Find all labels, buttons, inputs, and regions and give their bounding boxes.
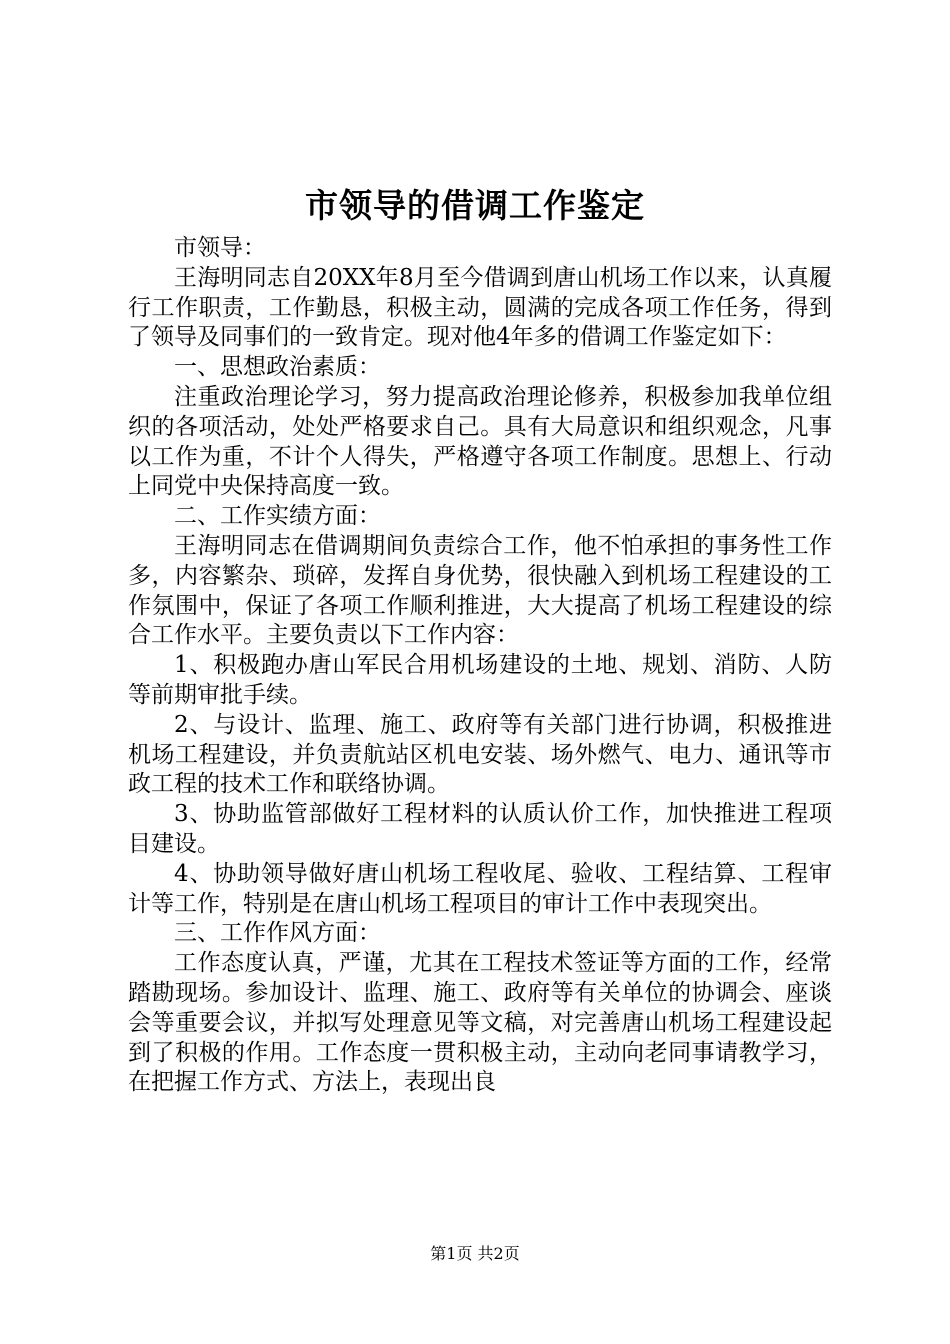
style-paragraph: 工作态度认真，严谨，尤其在工程技术签证等方面的工作，经常踏勘现场。参加设计、监理、施工、政府等有关单位的协调会、座谈会等重要会议，并拟写处理意见等文稿，对完善唐山机场工程建设起到了积极的作用。工作态度一贯积极主动，主动向老同事请教学习，在把握工作方式、方法上，表现出良 [128,950,832,1096]
achievements-paragraph: 王海明同志在借调期间负责综合工作，他不怕承担的事务性工作多，内容繁杂、琐碎，发挥自身优势，很快融入到机场工程建设的工作氛围中，保证了各项工作顺利推进，大大提高了机场工程建设的综合工作水平。主要负责以下工作内容： [128,532,832,649]
section-heading-style: 三、工作作风方面： [174,920,381,947]
document-body [128,234,832,1098]
political-paragraph: 注重政治理论学习，努力提高政治理论修养，积极参加我单位组织的各项活动，处处严格要求自己。具有大局意识和组织观念，凡事以工作为重，不计个人得失，严格遵守各项工作制度。思想上、行动上同党中央保持高度一致。 [128,383,832,500]
section-heading-political: 一、思想政治素质： [174,354,381,381]
section-heading-achievements: 二、工作实绩方面： [174,503,381,530]
achievement-item-3: 3、协助监管部做好工程材料的认质认价工作，加快推进工程项目建设。 [128,801,832,857]
salutation: 市领导： [174,235,266,261]
document-title: 市领导的借调工作鉴定 [305,186,645,225]
intro-paragraph: 王海明同志自20XX年8月至今借调到唐山机场工作以来，认真履行工作职责，工作勤恳，积极主动，圆满的完成各项工作任务，得到了领导及同事们的一致肯定。现对他4年多的借调工作鉴定如下： [128,264,832,351]
achievement-item-1: 1、积极跑办唐山军民合用机场建设的土地、规划、消防、人防等前期审批手续。 [128,652,832,708]
achievement-item-4: 4、协助领导做好唐山机场工程收尾、验收、工程结算、工程审计等工作，特别是在唐山机场工程项目的审计工作中表现突出。 [128,860,832,917]
achievement-item-2: 2、与设计、监理、施工、政府等有关部门进行协调，积极推进机场工程建设，并负责航站区机电安装、场外燃气、电力、通讯等市政工程的技术工作和联络协调。 [128,711,832,798]
page-footer: 第1页 共2页 [430,1244,520,1263]
